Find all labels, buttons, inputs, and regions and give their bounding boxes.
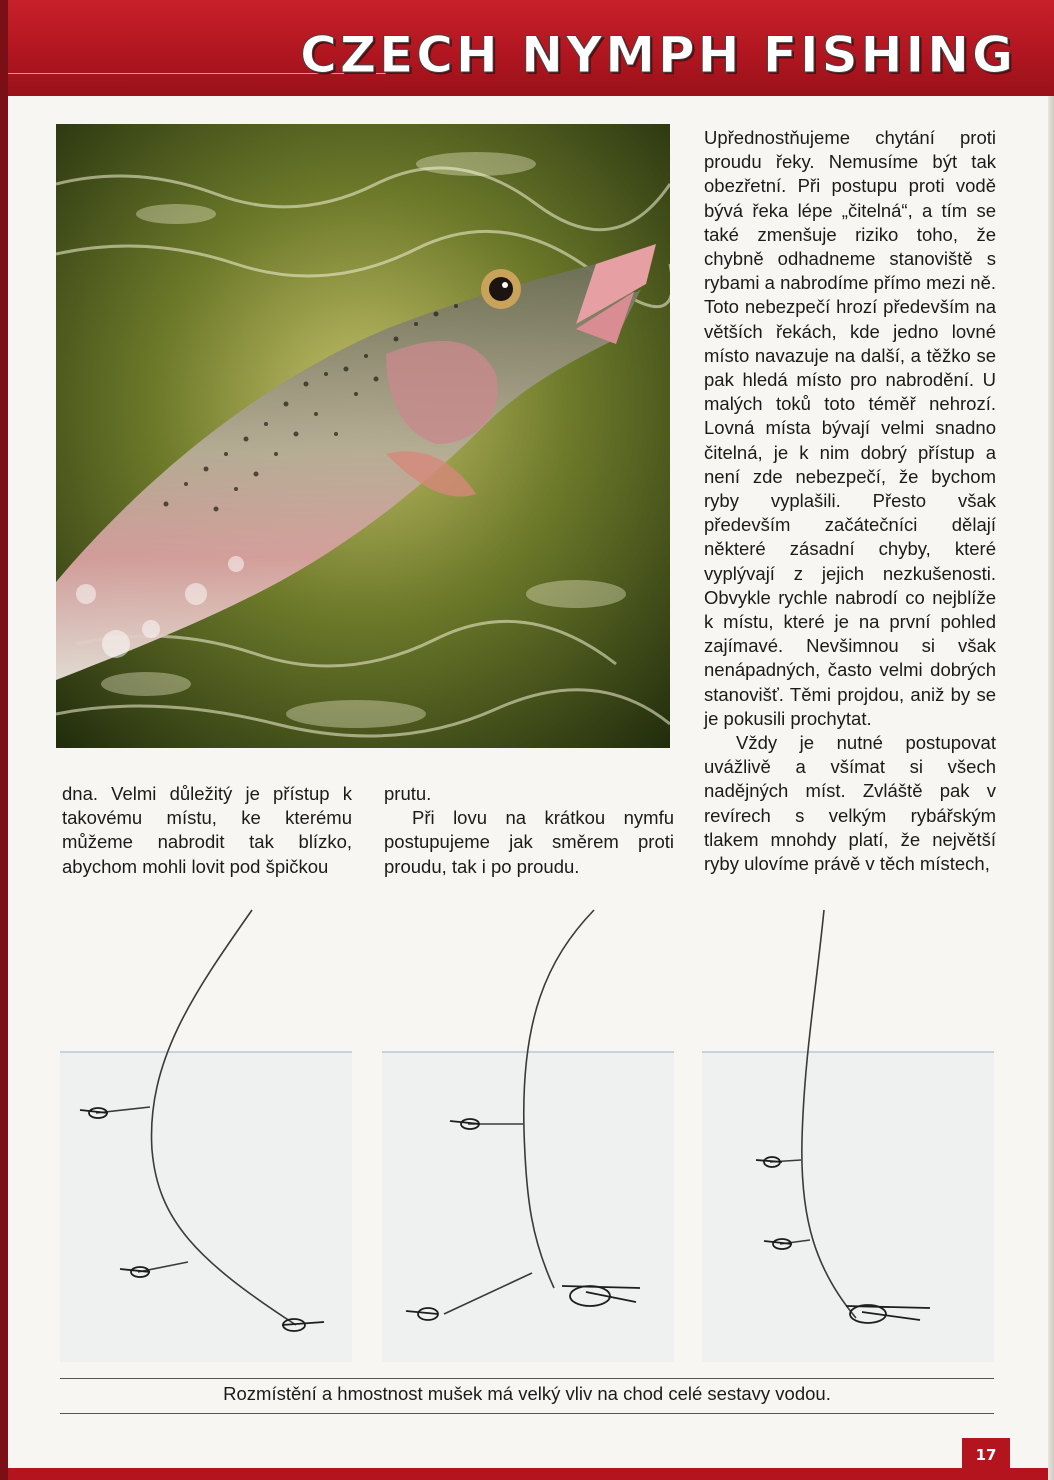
chapter-header [8, 0, 1054, 96]
page-right-edge [1048, 0, 1054, 1480]
middle-text-column [384, 782, 674, 879]
rig-diagram-illustration [56, 900, 998, 1370]
paragraph: Při lovu na krátkou nymfu postupujeme jak směrem proti proudu, tak i po proudu. [384, 807, 674, 877]
page-number: 17 [962, 1438, 1010, 1480]
paragraph: prutu. [384, 783, 432, 804]
page-binding-edge [0, 0, 8, 1480]
right-text-column [704, 126, 996, 876]
nymph-rig-diagrams [56, 900, 998, 1370]
paragraph: Vždy je nutné postupovat uvážlivě a všímat si všech nadějných míst. Zvláště pak v revírech s velkým rybářským tlakem mnohdy platí, že největší ryby ulovíme právě v těch místech, [704, 732, 996, 875]
caption-rule-top [60, 1378, 994, 1379]
left-text-column [62, 782, 352, 879]
trout-photo [56, 124, 670, 748]
figure-caption: Rozmístění a hmostnost mušek má velký vliv na chod celé sestavy vodou. [223, 1383, 831, 1404]
chapter-title: CZECH NYMPH FISHING [300, 26, 1016, 84]
paragraph: dna. Velmi důležitý je přístup k takovému místu, ke kterému můžeme nabrodit tak blízko, abychom mohli lovit pod špičkou [62, 783, 352, 877]
paragraph: Upřednostňujeme chytání proti proudu řeky. Nemusíme být tak obezřetní. Při postupu proti vodě bývá řeka lépe „čitelná“, a tím se také zmenšuje riziko toho, že chybně odhadneme stanoviště s rybami a nabrodíme přímo mezi ně. Toto nebezpečí hrozí především na větších řekách, kde jedno lovné místo navazuje na další, a těžko se pak hledá místo pro nabrodění. U malých toků toto téměř nehrozí. Lovná místa bývají velmi snadno čitelná, je k nim dobrý přístup a není zde nebezpečí, že bychom ryby vyplašili. Přesto však především začátečníci dělají některé zásadní chyby, které vyplývají z jejich nezkušenosti. Obvykle rychle nabrodí co nejblíže k místu, které je na první pohled zajímavé. Nevšimnou si však nenápadných, často velmi dobrých stanovišť. Těmi projdou, aniž by se je pokusili prochytat. [704, 127, 997, 729]
footer-band [8, 1468, 1048, 1480]
trout-photo-illustration [56, 124, 670, 748]
caption-rule-bottom [60, 1413, 994, 1414]
